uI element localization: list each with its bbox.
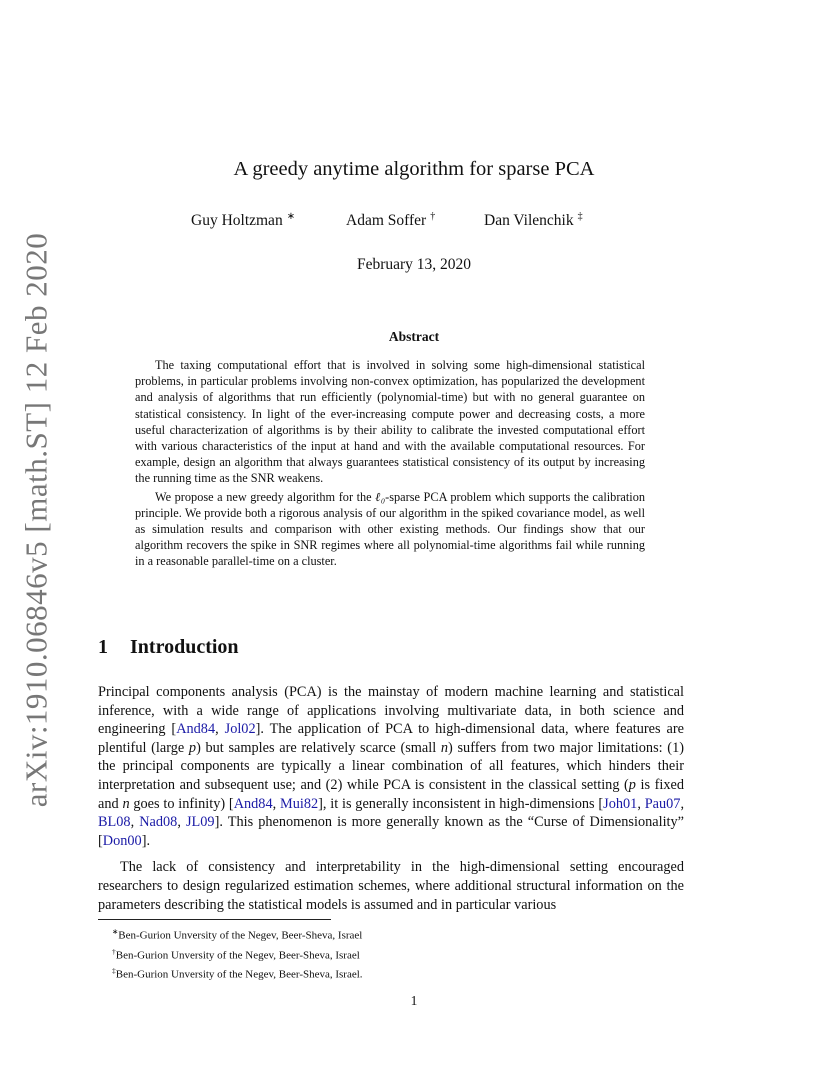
author-mark: ‡ — [577, 211, 583, 222]
math-var: p — [628, 776, 636, 793]
text: , — [130, 814, 140, 831]
text: goes to infinity) [ — [129, 795, 234, 812]
footnote-mark: ‡ — [112, 966, 116, 976]
text: ]. The application of PCA to high-dimensional data, where features are plentiful (large — [98, 721, 684, 756]
paper-date: February 13, 2020 — [356, 256, 472, 273]
math-var: p — [188, 739, 197, 756]
citation-link[interactable]: Mui82 — [279, 795, 319, 812]
page-number: 1 — [410, 993, 418, 1008]
citation-link[interactable]: Pau07 — [644, 795, 681, 812]
citation-link[interactable]: And84 — [176, 721, 216, 738]
body-paragraph — [98, 683, 684, 850]
text: ], it is generally inconsistent in high-dimensions [ — [318, 795, 604, 812]
footnote-text: Ben-Gurion Unversity of the Negev, Beer-Sheva, Israel. — [115, 968, 363, 981]
text: ) but samples are relatively scarce (small — [196, 739, 441, 756]
footnote-mark: † — [112, 946, 116, 956]
author-name: Guy Holtzman — [191, 212, 283, 230]
paper-title: A greedy anytime algorithm for sparse PCA — [233, 158, 595, 180]
text: , — [637, 795, 645, 812]
text: , — [177, 814, 186, 831]
author-2 — [346, 211, 435, 230]
citation-link[interactable]: Jol02 — [224, 721, 256, 738]
section-title: Introduction — [130, 636, 239, 658]
author-name: Adam Soffer — [346, 212, 427, 230]
citation-link[interactable]: Joh01 — [603, 795, 638, 812]
math-var: n — [122, 795, 130, 812]
author-mark: † — [430, 211, 436, 222]
text: ) suffers from two major limitations: (1) the principal components are typically a linear combination of all features, which hinders their interpretation and subsequent use; and (2) while PCA is consistent in the classical setting ( — [98, 739, 684, 793]
footnote — [112, 944, 363, 964]
citation-link[interactable]: And84 — [233, 795, 273, 812]
text: , — [680, 795, 685, 812]
author-1 — [191, 211, 295, 230]
text: ]. This phenomenon is more generally known as the “Curse of Dimensionality” [ — [98, 814, 685, 849]
author-name: Dan Vilenchik — [484, 212, 574, 230]
footnote-text: Ben-Gurion Unversity of the Negev, Beer-Sheva, Israel — [115, 949, 360, 962]
citation-link[interactable]: Don00 — [102, 832, 142, 849]
math-l0: ℓ₀ — [375, 489, 386, 504]
text: , — [272, 795, 280, 812]
author-3 — [484, 211, 583, 230]
author-mark: ∗ — [286, 211, 296, 222]
abstract — [135, 357, 645, 570]
body-paragraph: The lack of consistency and interpretability in the high-dimensional setting encouraged researchers to design regularized estimation schemes, where additional structural information on the parameters describing the statistical models is assumed and in particular various — [98, 859, 684, 913]
arxiv-stamp — [14, 232, 58, 808]
citation-link[interactable]: JL09 — [185, 814, 215, 831]
body-text — [98, 683, 684, 914]
abstract-text: -sparse PCA problem which supports the calibration principle. We provide both a rigorous analysis of our algorithm in the spiked covariance model, as well as simulation results and comparison with other existing methods. Our findings show that our algorithm recovers the spike in SNR regimes where all polynomial-time algorithms fail while running in a reasonable parallel-time on a cluster. — [135, 489, 645, 569]
text: , — [215, 721, 225, 738]
footnote-mark: ∗ — [112, 927, 119, 936]
footnote-rule — [98, 919, 331, 920]
text: is fixed and — [98, 776, 684, 812]
footnotes — [112, 924, 363, 983]
section-number: 1 — [98, 636, 108, 658]
arxiv-stamp-text: arXiv:1910.06846v5 [math.ST] 12 Feb 2020 — [18, 232, 54, 808]
footnote — [112, 924, 363, 944]
abstract-text: We propose a new greedy algorithm for the — [155, 489, 376, 504]
math-var: n — [440, 739, 449, 756]
text: Principal components analysis (PCA) is the mainstay of modern machine learning and statistical inference, with a wide range of applications involving multivariate data, in both science and engineering [ — [98, 684, 684, 738]
abstract-paragraph: The taxing computational effort that is involved in solving some high-dimensional statistical problems, in particular problems involving non-convex optimization, has popularized the development and analysis of algorithms that run efficiently (polynomial-time) but with no general guarantee on statistical consistency. In light of the ever-increasing compute power and decreasing costs, a more useful characterization of algorithms is by their ability to calibrate the invested computational effort with various characteristics of the input at hand and with the available computational resources. For example, design an algorithm that always guarantees statistical consistency of its output by increasing the running time as the SNR weakens. — [135, 358, 645, 486]
footnote-text: Ben-Gurion Unversity of the Negev, Beer-Sheva, Israel — [118, 929, 363, 942]
text: ]. — [141, 832, 151, 849]
citation-link[interactable]: BL08 — [98, 814, 131, 831]
citation-link[interactable]: Nad08 — [139, 814, 178, 831]
section-heading — [98, 636, 239, 659]
abstract-paragraph — [135, 489, 645, 570]
footnote — [112, 963, 363, 983]
abstract-heading: Abstract — [388, 329, 440, 344]
